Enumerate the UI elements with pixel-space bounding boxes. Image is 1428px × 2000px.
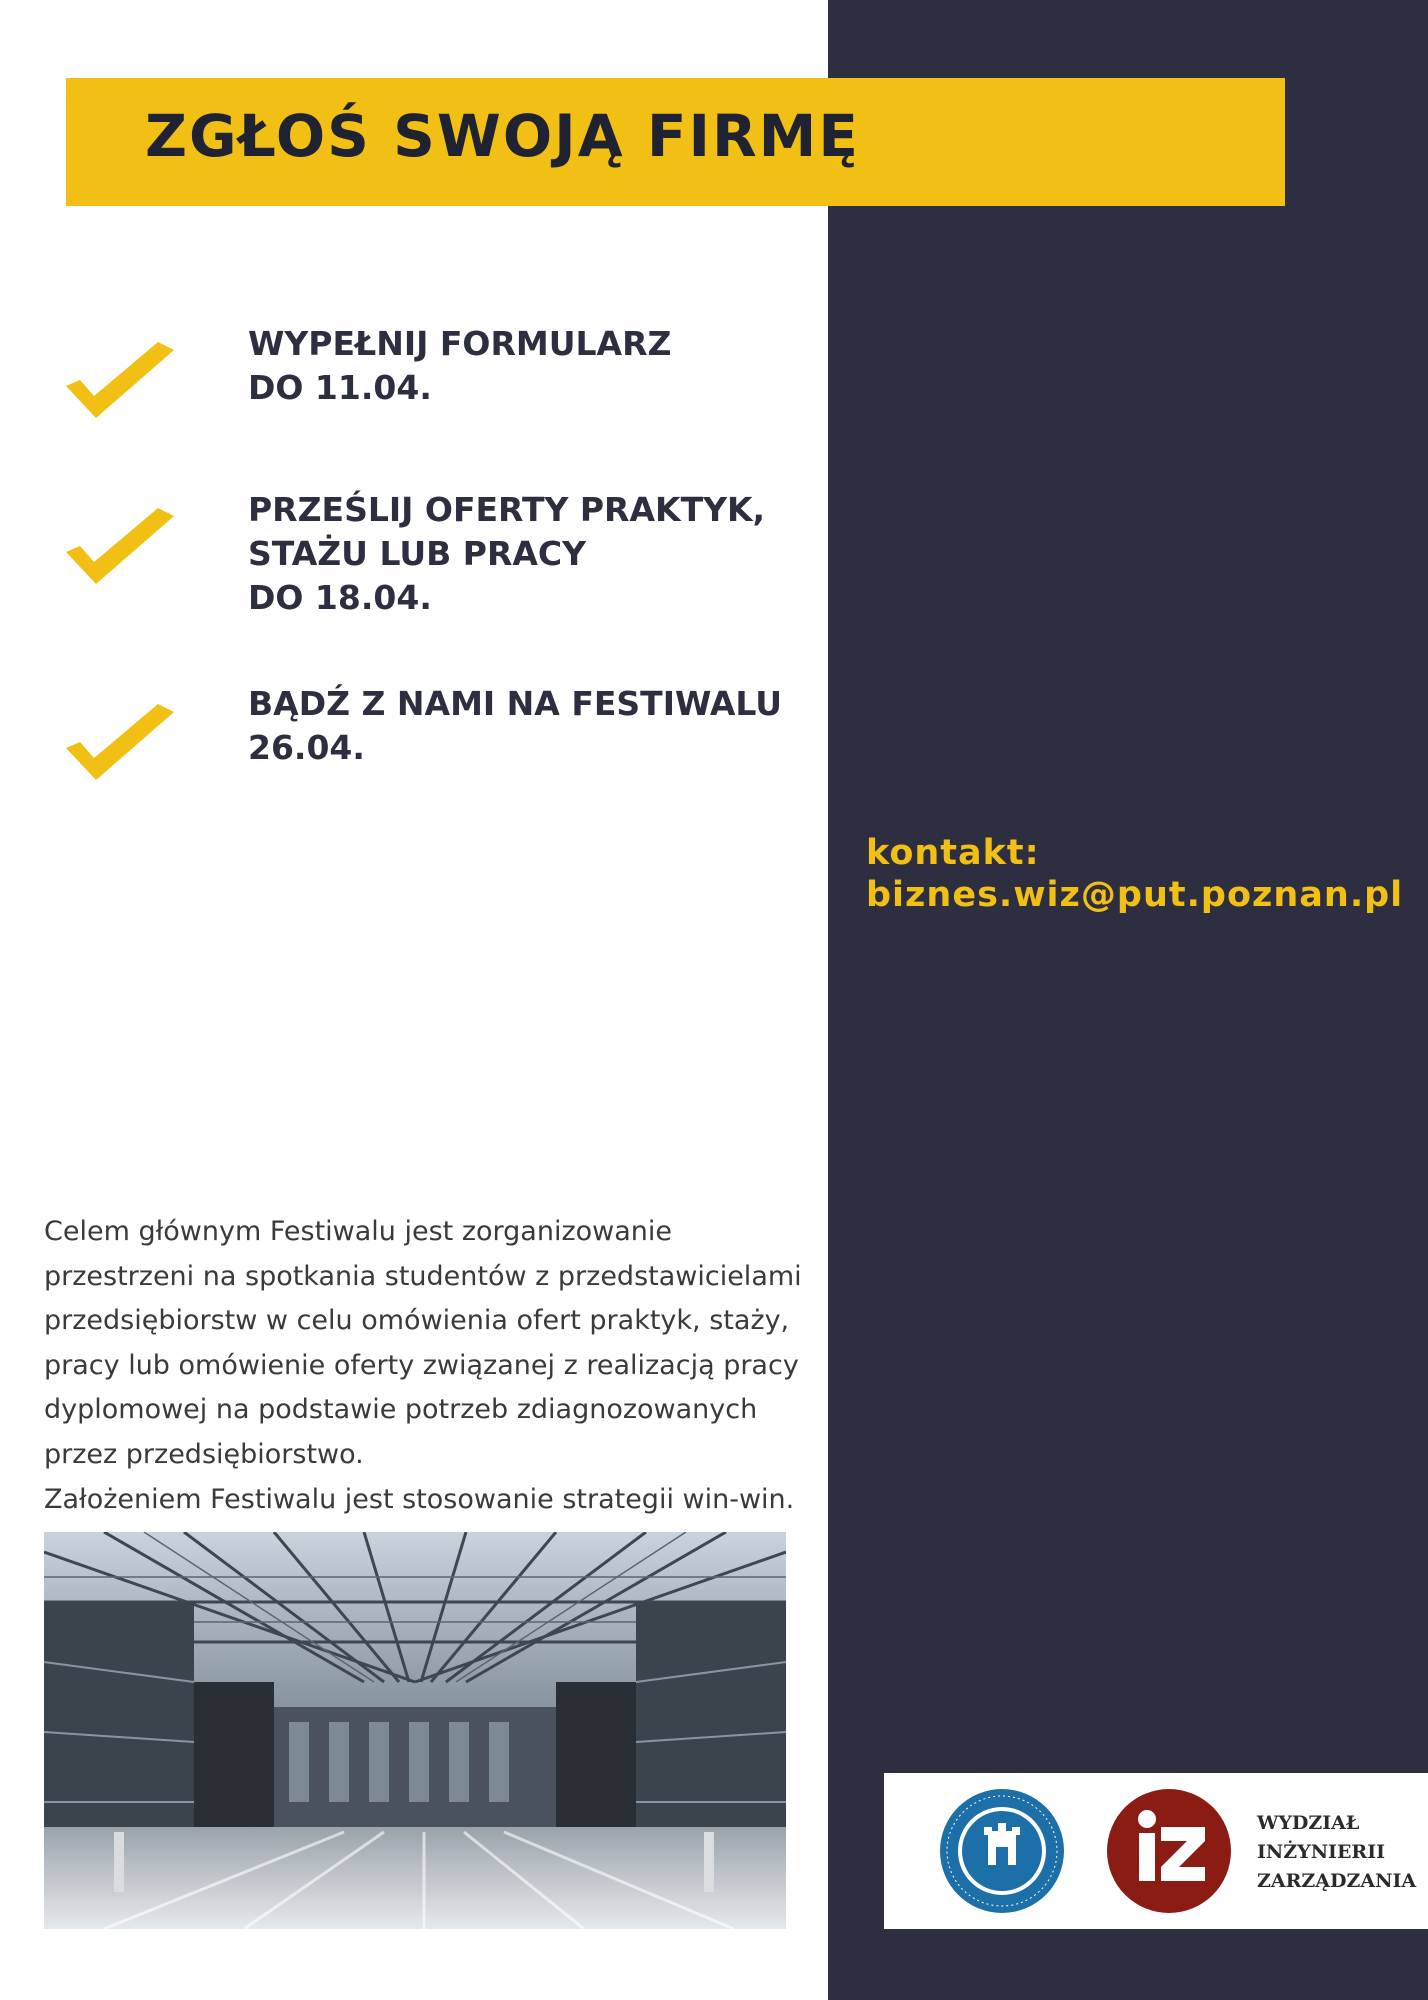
contact-block <box>866 832 1403 916</box>
step-text: WYPEŁNIJ FORMULARZ DO 11.04. <box>248 324 672 407</box>
right-dark-panel <box>828 0 1428 2000</box>
contact-label: kontakt: <box>866 833 1040 873</box>
put-seal-logo <box>938 1787 1066 1915</box>
checkmark-icon <box>60 334 180 424</box>
step-text: PRZEŚLIJ OFERTY PRAKTYK, STAŻU LUB PRACY DO 18.04. <box>248 490 766 617</box>
page-title: ZGŁOŚ SWOJĄ FIRMĘ <box>145 102 861 170</box>
atrium-illustration <box>44 1532 786 1929</box>
checkmark-icon <box>60 500 180 590</box>
logos-panel <box>884 1773 1428 1929</box>
step-text: BĄDŹ Z NAMI NA FESTIWALU 26.04. <box>248 684 783 767</box>
checkmark-icon <box>60 696 180 786</box>
iz-logo <box>1105 1787 1233 1915</box>
atrium-photo <box>44 1532 786 1929</box>
festival-description: Celem głównym Festiwalu jest zorganizowanie przestrzeni na spotkania studentów z przedstawicielami przedsiębiorstw w celu omówienia ofert praktyk, staży, pracy lub omówienie oferty związanej z realizacją pracy dyplomowej na podstawie potrzeb zdiagnozowanych przez przedsiębiorstwo. Założeniem Festiwalu jest stosowanie strategii win-win. <box>44 1216 802 1515</box>
contact-email-link[interactable]: biznes.wiz@put.poznan.pl <box>866 875 1404 915</box>
faculty-name: WYDZIAŁ INŻYNIERII ZARZĄDZANIA <box>1257 1812 1417 1892</box>
